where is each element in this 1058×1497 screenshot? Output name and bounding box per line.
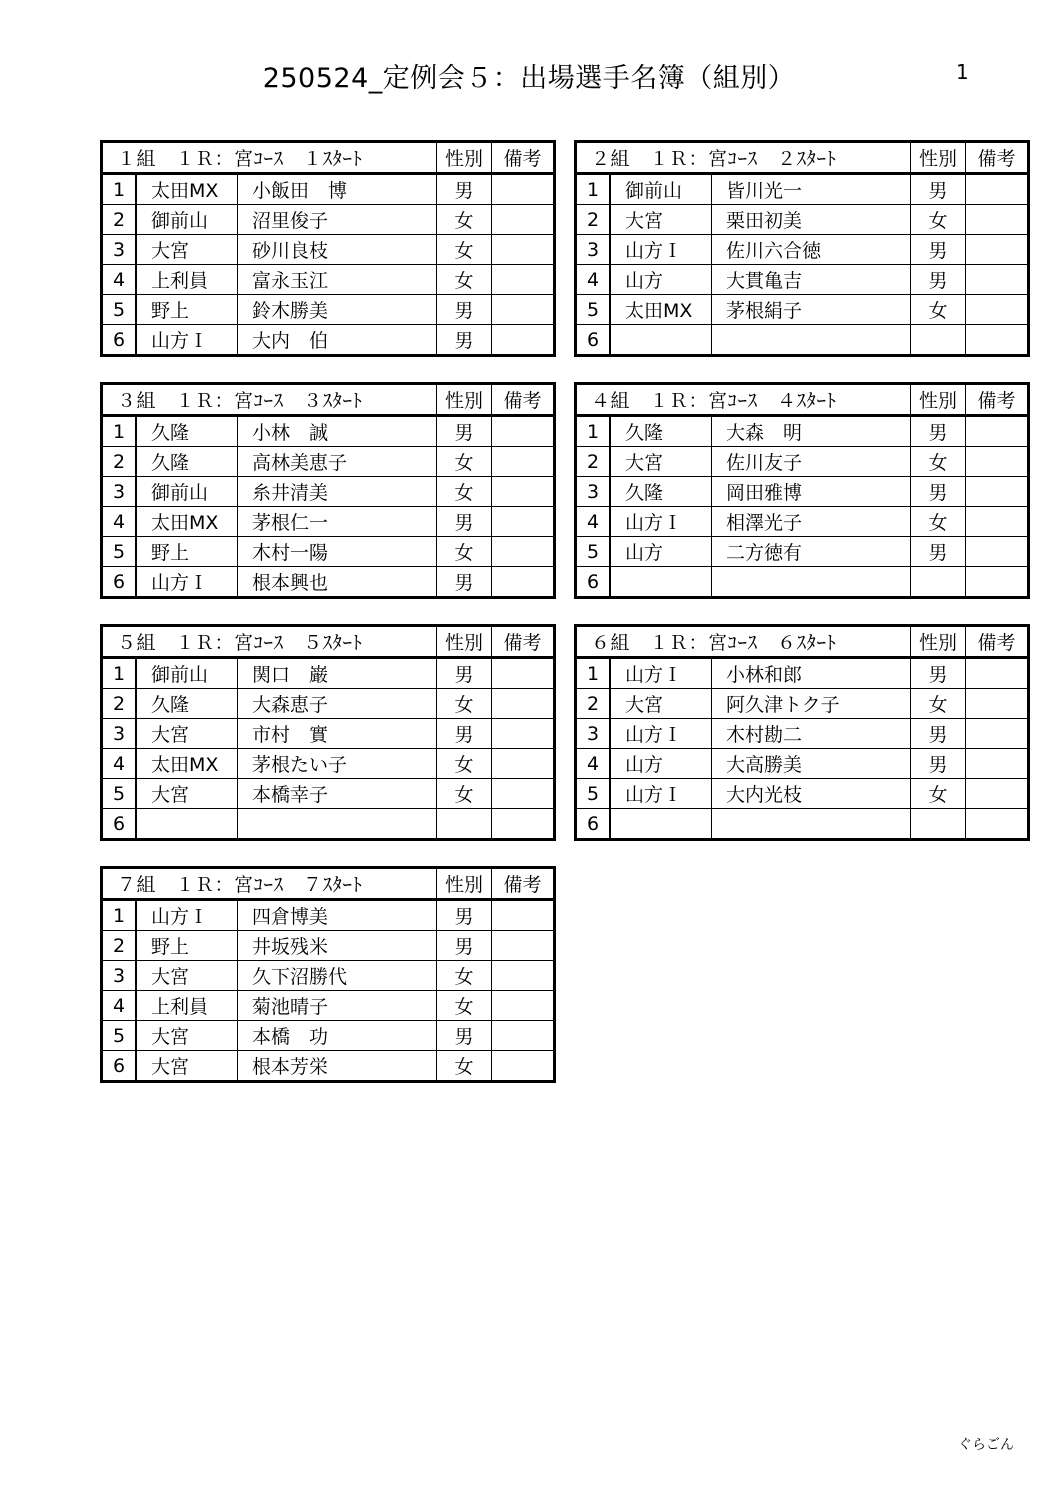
player-name-cell: 根本興也 bbox=[238, 567, 437, 598]
player-name-cell: 富永玉江 bbox=[238, 265, 437, 295]
row-number: 3 bbox=[576, 719, 611, 749]
player-name-cell: 糸井清美 bbox=[238, 477, 437, 507]
player-name-cell: 市村 實 bbox=[238, 719, 437, 749]
sex-cell: 女 bbox=[911, 507, 966, 537]
club-cell: 久隆 bbox=[136, 689, 238, 719]
row-number: 6 bbox=[576, 567, 611, 598]
club-cell: 上利員 bbox=[136, 265, 238, 295]
player-name-cell: 茅根たい子 bbox=[238, 749, 437, 779]
note-cell bbox=[492, 749, 555, 779]
player-name-cell: 二方徳有 bbox=[712, 537, 911, 567]
group-header: ６組 １Ｒ：宮ｺｰｽ ６ｽﾀｰﾄ bbox=[576, 626, 911, 658]
player-name-cell: 菊池晴子 bbox=[238, 991, 437, 1021]
club-cell: 久隆 bbox=[136, 416, 238, 447]
row-number: 6 bbox=[102, 567, 137, 598]
sex-cell: 女 bbox=[437, 265, 492, 295]
note-cell bbox=[966, 295, 1029, 325]
sex-cell: 女 bbox=[437, 235, 492, 265]
table-row bbox=[102, 749, 555, 779]
player-name-cell: 佐川六合徳 bbox=[712, 235, 911, 265]
group-table-2 bbox=[574, 140, 1030, 357]
table-row bbox=[102, 174, 555, 205]
row-number: 4 bbox=[102, 507, 137, 537]
player-name-cell: 茅根絹子 bbox=[712, 295, 911, 325]
table-row bbox=[576, 477, 1029, 507]
note-cell bbox=[492, 658, 555, 689]
note-cell bbox=[492, 174, 555, 205]
table-row bbox=[102, 689, 555, 719]
note-cell bbox=[492, 507, 555, 537]
table-row bbox=[576, 447, 1029, 477]
club-cell: 大宮 bbox=[610, 689, 712, 719]
group-header-row bbox=[576, 384, 1029, 416]
column-header-sex: 性別 bbox=[437, 384, 492, 416]
column-header-note: 備考 bbox=[966, 626, 1029, 658]
group-table-4 bbox=[574, 382, 1030, 599]
row-number: 4 bbox=[102, 265, 137, 295]
note-cell bbox=[966, 719, 1029, 749]
sex-cell: 女 bbox=[437, 689, 492, 719]
club-cell: 太田MX bbox=[136, 507, 238, 537]
note-cell bbox=[966, 265, 1029, 295]
group-table-6 bbox=[574, 624, 1030, 841]
club-cell: 久隆 bbox=[610, 477, 712, 507]
sex-cell: 男 bbox=[437, 658, 492, 689]
club-cell: 山方Ｉ bbox=[136, 567, 238, 598]
sex-cell: 男 bbox=[437, 567, 492, 598]
player-name-cell: 井坂残米 bbox=[238, 931, 437, 961]
club-cell: 野上 bbox=[136, 295, 238, 325]
row-number: 2 bbox=[102, 205, 137, 235]
club-cell: 大宮 bbox=[136, 1051, 238, 1082]
note-cell bbox=[492, 809, 555, 840]
club-cell: 太田MX bbox=[136, 749, 238, 779]
sex-cell: 男 bbox=[437, 719, 492, 749]
sex-cell: 男 bbox=[911, 416, 966, 447]
player-name-cell: 大内 伯 bbox=[238, 325, 437, 356]
player-name-cell: 小林 誠 bbox=[238, 416, 437, 447]
sex-cell: 女 bbox=[911, 205, 966, 235]
club-cell bbox=[136, 809, 238, 840]
sex-cell: 男 bbox=[911, 658, 966, 689]
note-cell bbox=[966, 235, 1029, 265]
player-name-cell: 関口 巌 bbox=[238, 658, 437, 689]
row-number: 6 bbox=[576, 809, 611, 840]
column-header-sex: 性別 bbox=[911, 142, 966, 174]
club-cell: 御前山 bbox=[136, 477, 238, 507]
player-name-cell: 大貫亀吉 bbox=[712, 265, 911, 295]
sex-cell: 男 bbox=[911, 537, 966, 567]
column-header-note: 備考 bbox=[966, 142, 1029, 174]
row-number: 4 bbox=[576, 507, 611, 537]
note-cell bbox=[966, 689, 1029, 719]
club-cell: 大宮 bbox=[610, 205, 712, 235]
note-cell bbox=[966, 809, 1029, 840]
table-row bbox=[576, 689, 1029, 719]
table-row bbox=[102, 567, 555, 598]
club-cell: 山方Ｉ bbox=[136, 900, 238, 931]
column-header-note: 備考 bbox=[492, 384, 555, 416]
group-header-row bbox=[102, 626, 555, 658]
player-name-cell: 大森恵子 bbox=[238, 689, 437, 719]
sex-cell: 男 bbox=[437, 900, 492, 931]
club-cell: 大宮 bbox=[136, 1021, 238, 1051]
row-number: 4 bbox=[576, 265, 611, 295]
note-cell bbox=[966, 507, 1029, 537]
club-cell bbox=[610, 567, 712, 598]
player-name-cell: 阿久津トク子 bbox=[712, 689, 911, 719]
table-row bbox=[576, 749, 1029, 779]
sex-cell: 女 bbox=[437, 1051, 492, 1082]
table-row bbox=[576, 265, 1029, 295]
table-row bbox=[576, 719, 1029, 749]
row-number: 3 bbox=[102, 961, 137, 991]
table-row bbox=[576, 235, 1029, 265]
club-cell: 御前山 bbox=[136, 658, 238, 689]
club-cell: 太田MX bbox=[610, 295, 712, 325]
club-cell: 山方Ｉ bbox=[610, 507, 712, 537]
table-row bbox=[102, 416, 555, 447]
column-header-sex: 性別 bbox=[911, 384, 966, 416]
club-cell bbox=[610, 325, 712, 356]
player-name-cell: 木村勘二 bbox=[712, 719, 911, 749]
row-number: 4 bbox=[102, 749, 137, 779]
group-header-row bbox=[576, 626, 1029, 658]
table-row bbox=[102, 931, 555, 961]
table-row bbox=[102, 447, 555, 477]
note-cell bbox=[966, 779, 1029, 809]
note-cell bbox=[492, 719, 555, 749]
player-name-cell: 久下沼勝代 bbox=[238, 961, 437, 991]
sex-cell: 女 bbox=[437, 991, 492, 1021]
player-name-cell: 鈴木勝美 bbox=[238, 295, 437, 325]
sex-cell: 女 bbox=[437, 961, 492, 991]
row-number: 5 bbox=[102, 295, 137, 325]
note-cell bbox=[492, 1051, 555, 1082]
club-cell: 御前山 bbox=[610, 174, 712, 205]
player-name-cell: 大森 明 bbox=[712, 416, 911, 447]
note-cell bbox=[966, 537, 1029, 567]
table-row bbox=[102, 961, 555, 991]
player-name-cell: 高林美恵子 bbox=[238, 447, 437, 477]
note-cell bbox=[966, 658, 1029, 689]
sex-cell: 男 bbox=[911, 719, 966, 749]
group-header-row bbox=[102, 384, 555, 416]
row-number: 2 bbox=[576, 447, 611, 477]
club-cell: 久隆 bbox=[136, 447, 238, 477]
sex-cell: 女 bbox=[911, 689, 966, 719]
row-number: 5 bbox=[576, 537, 611, 567]
row-number: 3 bbox=[102, 477, 137, 507]
player-name-cell: 大内光枝 bbox=[712, 779, 911, 809]
player-name-cell: 皆川光一 bbox=[712, 174, 911, 205]
club-cell: 山方Ｉ bbox=[610, 658, 712, 689]
group-header-row bbox=[102, 868, 555, 900]
sex-cell: 男 bbox=[437, 931, 492, 961]
player-name-cell: 岡田雅博 bbox=[712, 477, 911, 507]
group-table-7 bbox=[100, 866, 556, 1083]
note-cell bbox=[492, 295, 555, 325]
row-number: 2 bbox=[576, 205, 611, 235]
group-table-1 bbox=[100, 140, 556, 357]
player-name-cell: 栗田初美 bbox=[712, 205, 911, 235]
note-cell bbox=[966, 477, 1029, 507]
column-header-note: 備考 bbox=[492, 868, 555, 900]
club-cell bbox=[610, 809, 712, 840]
note-cell bbox=[492, 416, 555, 447]
note-cell bbox=[966, 174, 1029, 205]
note-cell bbox=[966, 325, 1029, 356]
club-cell: 山方 bbox=[610, 537, 712, 567]
table-row bbox=[576, 658, 1029, 689]
group-header: ４組 １Ｒ：宮ｺｰｽ ４ｽﾀｰﾄ bbox=[576, 384, 911, 416]
club-cell: 久隆 bbox=[610, 416, 712, 447]
table-row bbox=[102, 325, 555, 356]
table-row bbox=[102, 809, 555, 840]
row-number: 1 bbox=[576, 658, 611, 689]
document-title: 250524_定例会５：出場選手名簿（組別） bbox=[262, 63, 796, 94]
player-name-cell bbox=[712, 809, 911, 840]
note-cell bbox=[492, 1021, 555, 1051]
group-table-5 bbox=[100, 624, 556, 841]
club-cell: 大宮 bbox=[136, 779, 238, 809]
note-cell bbox=[492, 235, 555, 265]
sex-cell: 女 bbox=[437, 447, 492, 477]
row-number: 1 bbox=[102, 174, 137, 205]
row-number: 1 bbox=[102, 658, 137, 689]
player-name-cell: 佐川友子 bbox=[712, 447, 911, 477]
note-cell bbox=[492, 779, 555, 809]
column-header-sex: 性別 bbox=[911, 626, 966, 658]
player-name-cell bbox=[712, 325, 911, 356]
group-header: １組 １Ｒ：宮ｺｰｽ １ｽﾀｰﾄ bbox=[102, 142, 437, 174]
sex-cell bbox=[911, 809, 966, 840]
player-name-cell bbox=[712, 567, 911, 598]
club-cell: 野上 bbox=[136, 931, 238, 961]
table-row bbox=[576, 205, 1029, 235]
note-cell bbox=[966, 447, 1029, 477]
note-cell bbox=[492, 689, 555, 719]
table-row bbox=[102, 658, 555, 689]
row-number: 4 bbox=[102, 991, 137, 1021]
column-header-sex: 性別 bbox=[437, 142, 492, 174]
sex-cell: 男 bbox=[437, 325, 492, 356]
player-name-cell: 本橋 功 bbox=[238, 1021, 437, 1051]
group-header: ３組 １Ｒ：宮ｺｰｽ ３ｽﾀｰﾄ bbox=[102, 384, 437, 416]
row-number: 2 bbox=[102, 931, 137, 961]
player-name-cell bbox=[238, 809, 437, 840]
table-row bbox=[576, 779, 1029, 809]
table-row bbox=[102, 265, 555, 295]
note-cell bbox=[492, 961, 555, 991]
row-number: 1 bbox=[576, 174, 611, 205]
note-cell bbox=[492, 447, 555, 477]
sex-cell bbox=[911, 325, 966, 356]
sex-cell: 女 bbox=[437, 749, 492, 779]
sex-cell: 男 bbox=[437, 1021, 492, 1051]
table-row bbox=[102, 1021, 555, 1051]
table-row bbox=[102, 295, 555, 325]
sex-cell: 男 bbox=[437, 174, 492, 205]
table-row bbox=[102, 205, 555, 235]
table-row bbox=[102, 507, 555, 537]
sex-cell: 女 bbox=[437, 205, 492, 235]
table-row bbox=[102, 477, 555, 507]
note-cell bbox=[966, 749, 1029, 779]
player-name-cell: 沼里俊子 bbox=[238, 205, 437, 235]
player-name-cell: 小林和郎 bbox=[712, 658, 911, 689]
club-cell: 山方Ｉ bbox=[610, 779, 712, 809]
table-row bbox=[102, 719, 555, 749]
sex-cell: 女 bbox=[437, 477, 492, 507]
row-number: 3 bbox=[576, 477, 611, 507]
table-row bbox=[576, 295, 1029, 325]
row-number: 6 bbox=[102, 1051, 137, 1082]
group-header-row bbox=[576, 142, 1029, 174]
row-number: 5 bbox=[102, 537, 137, 567]
row-number: 1 bbox=[576, 416, 611, 447]
sex-cell: 男 bbox=[437, 507, 492, 537]
sex-cell: 女 bbox=[911, 447, 966, 477]
row-number: 2 bbox=[102, 689, 137, 719]
sex-cell: 男 bbox=[911, 477, 966, 507]
column-header-note: 備考 bbox=[492, 142, 555, 174]
row-number: 3 bbox=[102, 719, 137, 749]
page-number: 1 bbox=[956, 60, 969, 84]
row-number: 5 bbox=[102, 1021, 137, 1051]
row-number: 2 bbox=[102, 447, 137, 477]
player-name-cell: 砂川良枝 bbox=[238, 235, 437, 265]
table-row bbox=[576, 809, 1029, 840]
club-cell: 山方 bbox=[610, 749, 712, 779]
sex-cell: 男 bbox=[911, 265, 966, 295]
club-cell: 山方Ｉ bbox=[136, 325, 238, 356]
column-header-sex: 性別 bbox=[437, 626, 492, 658]
row-number: 3 bbox=[576, 235, 611, 265]
table-row bbox=[576, 507, 1029, 537]
row-number: 5 bbox=[576, 295, 611, 325]
table-row bbox=[576, 537, 1029, 567]
sex-cell: 男 bbox=[911, 749, 966, 779]
table-row bbox=[102, 991, 555, 1021]
column-header-note: 備考 bbox=[492, 626, 555, 658]
note-cell bbox=[492, 325, 555, 356]
sex-cell: 男 bbox=[437, 295, 492, 325]
club-cell: 大宮 bbox=[136, 719, 238, 749]
group-header-row bbox=[102, 142, 555, 174]
column-header-sex: 性別 bbox=[437, 868, 492, 900]
sex-cell: 女 bbox=[911, 295, 966, 325]
row-number: 6 bbox=[102, 809, 137, 840]
row-number: 6 bbox=[576, 325, 611, 356]
sex-cell: 男 bbox=[437, 416, 492, 447]
note-cell bbox=[966, 567, 1029, 598]
note-cell bbox=[492, 567, 555, 598]
club-cell: 山方Ｉ bbox=[610, 719, 712, 749]
group-header: ２組 １Ｒ：宮ｺｰｽ ２ｽﾀｰﾄ bbox=[576, 142, 911, 174]
table-row bbox=[102, 235, 555, 265]
club-cell: 大宮 bbox=[136, 235, 238, 265]
table-row bbox=[102, 779, 555, 809]
sex-cell bbox=[911, 567, 966, 598]
sex-cell: 男 bbox=[911, 235, 966, 265]
footer-text: ぐらごん bbox=[958, 1437, 1014, 1453]
row-number: 4 bbox=[576, 749, 611, 779]
row-number: 5 bbox=[102, 779, 137, 809]
club-cell: 野上 bbox=[136, 537, 238, 567]
sex-cell: 男 bbox=[911, 174, 966, 205]
player-name-cell: 四倉博美 bbox=[238, 900, 437, 931]
row-number: 2 bbox=[576, 689, 611, 719]
row-number: 3 bbox=[102, 235, 137, 265]
player-name-cell: 根本芳栄 bbox=[238, 1051, 437, 1082]
group-header: ５組 １Ｒ：宮ｺｰｽ ５ｽﾀｰﾄ bbox=[102, 626, 437, 658]
row-number: 5 bbox=[576, 779, 611, 809]
note-cell bbox=[492, 265, 555, 295]
club-cell: 山方 bbox=[610, 265, 712, 295]
club-cell: 上利員 bbox=[136, 991, 238, 1021]
group-table-3 bbox=[100, 382, 556, 599]
player-name-cell: 茅根仁一 bbox=[238, 507, 437, 537]
note-cell bbox=[492, 991, 555, 1021]
player-name-cell: 大高勝美 bbox=[712, 749, 911, 779]
club-cell: 山方Ｉ bbox=[610, 235, 712, 265]
column-header-note: 備考 bbox=[966, 384, 1029, 416]
note-cell bbox=[492, 900, 555, 931]
note-cell bbox=[492, 477, 555, 507]
table-row bbox=[576, 174, 1029, 205]
row-number: 6 bbox=[102, 325, 137, 356]
sex-cell: 女 bbox=[437, 537, 492, 567]
sex-cell: 女 bbox=[437, 779, 492, 809]
table-row bbox=[102, 900, 555, 931]
note-cell bbox=[966, 416, 1029, 447]
table-row bbox=[102, 1051, 555, 1082]
club-cell: 御前山 bbox=[136, 205, 238, 235]
note-cell bbox=[492, 537, 555, 567]
note-cell bbox=[492, 205, 555, 235]
sex-cell: 女 bbox=[911, 779, 966, 809]
table-row bbox=[576, 325, 1029, 356]
club-cell: 太田MX bbox=[136, 174, 238, 205]
table-row bbox=[102, 537, 555, 567]
note-cell bbox=[966, 205, 1029, 235]
row-number: 1 bbox=[102, 900, 137, 931]
note-cell bbox=[492, 931, 555, 961]
club-cell: 大宮 bbox=[610, 447, 712, 477]
group-header: ７組 １Ｒ：宮ｺｰｽ ７ｽﾀｰﾄ bbox=[102, 868, 437, 900]
player-name-cell: 本橋幸子 bbox=[238, 779, 437, 809]
table-row bbox=[576, 567, 1029, 598]
player-name-cell: 相澤光子 bbox=[712, 507, 911, 537]
table-row bbox=[576, 416, 1029, 447]
sex-cell bbox=[437, 809, 492, 840]
club-cell: 大宮 bbox=[136, 961, 238, 991]
row-number: 1 bbox=[102, 416, 137, 447]
player-name-cell: 小飯田 博 bbox=[238, 174, 437, 205]
player-name-cell: 木村一陽 bbox=[238, 537, 437, 567]
